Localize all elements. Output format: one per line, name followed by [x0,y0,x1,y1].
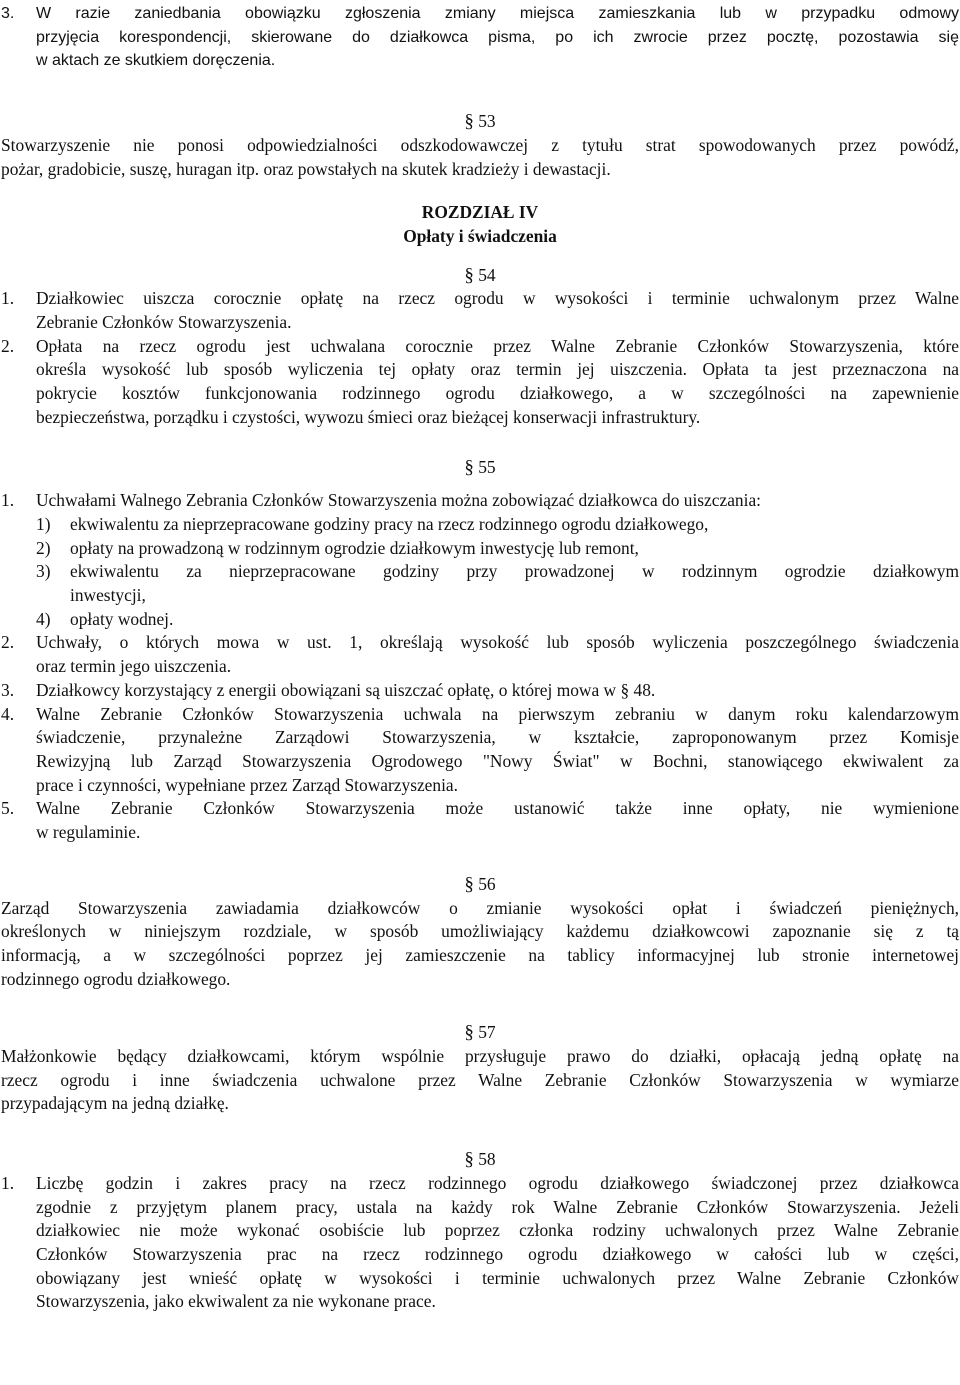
section-55-item-4 [1,703,959,798]
section-symbol: § [464,873,474,895]
section-55-item-2 [1,631,959,678]
text-line: określa wysokość lub sposób wyliczenia tej opłaty oraz termin jej uiszczenia. Opłata ta jest przeznaczona na [36,359,959,380]
section-58-heading [1,1148,959,1172]
text-line: działkowiec nie może wykonać osobiście lub poprzez członka rodziny uchwalonych przez Walne Zebranie [36,1220,959,1241]
section-number: 53 [478,111,496,132]
section-number: 54 [478,264,496,285]
section-symbol: § [464,111,474,133]
text-line: przypadającym na jedną działkę. [1,1093,229,1114]
text-line: pożar, gradobicie, suszę, huragan itp. oraz powstałych na skutek kradzieży i dewastacji. [1,158,611,179]
chapter-subtitle: Opłaty i świadczenia [403,225,557,246]
text-line: określonych w niniejszym rozdziale, w sposób umożliwiający każdemu działkowcowi zapoznanie się z tą [1,921,959,942]
section-number: 55 [478,456,496,477]
text-line: ekwiwalentu za nieprzepracowane godziny pracy na rzecz rodzinnego ogrodu działkowego, [70,513,709,534]
section-57-heading [1,1021,959,1045]
text-line: Liczbę godzin i zakres pracy na rzecz rodzinnego ogrodu działkowego świadczonej przez działkowca [36,1172,959,1193]
section-symbol: § [464,264,474,286]
text-line: w regulaminie. [36,822,141,843]
paragraph-number: 4. [1,703,15,724]
section-57-text [1,1045,959,1116]
text-line: Walne Zebranie Członków Stowarzyszenia uchwala na pierwszym zebraniu w danym roku kalendarzowym [36,703,959,724]
text-line: opłaty na prowadzoną w rodzinnym ogrodzie działkowym inwestycję lub remont, [70,537,639,558]
section-56-text [1,897,959,992]
section-symbol: § [464,1022,474,1044]
section-number: 57 [478,1022,496,1043]
text-line: pokrycie kosztów funkcjonowania rodzinnego ogrodu działkowego, a w szczególności na zapewnienie [36,383,959,404]
text-line: opłaty wodnej. [70,608,174,629]
text-line: informacją, a w szczególności poprzez jej zamieszczenie na tablicy informacyjnej lub stronie internetowej [1,944,959,965]
section-53-text [1,134,959,181]
text-line: ekwiwalentu za nieprzepracowane godziny przy prowadzonej w rodzinnym ogrodzie działkowym [70,561,959,582]
list-number: 1) [36,513,51,534]
paragraph-number: 2. [1,335,15,356]
text-line: Zebranie Członków Stowarzyszenia. [36,312,292,333]
paragraph-number: 3. [1,5,15,22]
section-number: 56 [478,873,496,894]
paragraph-number: 1. [1,490,15,511]
list-number: 2) [36,537,51,558]
section-58-item-1 [1,1172,959,1314]
text-line: świadczenie, przynależne Zarządowi Stowarzyszenia, w kształcie, zaproponowanym przez Komisje [36,727,959,748]
text-line: Walne Zebranie Członków Stowarzyszenia może ustanowić także inne opłaty, nie wymienione [36,798,959,819]
paragraph-number: 1. [1,288,15,309]
paragraph-number: 2. [1,632,15,653]
text-line: Stowarzyszenia, jako ekwiwalent za nie wykonane prace. [36,1291,436,1312]
section-53-heading [1,110,959,134]
paragraph-number: 3. [1,679,15,700]
list-item [1,513,959,537]
text-line: obowiązany jest wnieść opłatę w wysokości i terminie uchwalonych przez Walne Zebranie Członków [36,1267,959,1288]
text-line: Rewizyjną lub Zarząd Stowarzyszenia Ogrodowego "Nowy Świat" w Bochni, stanowiącego ekwiwalent za [36,750,959,771]
section-54-item-1 [1,287,959,334]
paragraph-number: 1. [1,1172,15,1193]
text-line: w aktach ze skutkiem doręczenia. [36,52,276,70]
section-55-item-3 [1,679,959,703]
section-54-heading [1,264,959,288]
section-number: 58 [478,1149,496,1170]
text-line: Stowarzyszenie nie ponosi odpowiedzialności odszkodowawczej z tytułu strat spowodowanych przez powódź, [1,134,959,155]
text-line: przyjęcia korespondencji, skierowane do działkowca pisma, po ich zwrocie przez pocztę, pozostawia się [36,28,959,46]
text-line: Uchwałami Walnego Zebrania Członków Stowarzyszenia można zobowiązać działkowca do uiszczania: [36,490,762,511]
chapter-title: ROZDZIAŁ IV [421,202,539,223]
text-line: inwestycji, [70,585,146,606]
section-56-heading [1,873,959,897]
section-reference: 48. [633,679,656,700]
section-symbol: § [464,1149,474,1171]
text-line: W razie zaniedbania obowiązku zgłoszenia zmiany miejsca zamieszkania lub w przypadku odmowy [36,5,959,22]
list-item [1,537,959,561]
text-line: bezpieczeństwa, porządku i czystości, wywozu śmieci oraz bieżącej konserwacji infrastruktury. [36,406,701,427]
section-54-item-2 [1,335,959,430]
text-line: Zarząd Stowarzyszenia zawiadamia działkowców o zmianie wysokości opłat i świadczeń pieniężnych, [1,897,959,918]
section-symbol: § [620,679,630,700]
section-55-item-5 [1,797,959,844]
text-line: zgodnie z przyjętym planem pracy, ustala na każdy rok Walne Zebranie Członków Stowarzyszenia. Jeżeli [36,1196,959,1217]
list-number: 4) [36,608,51,629]
text-line: oraz termin jego uiszczenia. [36,656,232,677]
text-line: Uchwały, o których mowa w ust. 1, określają wysokość lub sposób wyliczenia poszczególnego świadczenia [36,632,959,653]
section-55-item-1 [1,489,959,513]
section-55-heading [1,456,959,480]
section-symbol: § [464,456,474,478]
text-line: rzecz ogrodu i inne świadczenia uchwalone przez Walne Zebranie Członków Stowarzyszenia w wymiarze [1,1069,959,1090]
list-item [1,560,959,607]
text-line: Działkowiec uiszcza corocznie opłatę na rzecz ogrodu w wysokości i terminie uchwalonym przez Walne [36,288,959,309]
text-line: prace i czynności, wypełniane przez Zarząd Stowarzyszenia. [36,774,458,795]
paragraph-number: 5. [1,798,15,819]
paragraph-3 [1,2,959,73]
text-line: Opłata na rzecz ogrodu jest uchwalana corocznie przez Walne Zebranie Członków Stowarzyszenia, które [36,335,959,356]
list-number: 3) [36,561,51,582]
list-item [1,608,959,632]
text-line: Członków Stowarzyszenia prac na rzecz rodzinnego ogrodu działkowego w całości lub w części, [36,1243,959,1264]
text-line: rodzinnego ogrodu działkowego. [1,968,231,989]
text-line: Małżonkowie będący działkowcami, którym wspólnie przysługuje prawo do działki, opłacają jedną opłatę na [1,1046,959,1067]
text-line: Działkowcy korzystający z energii obowiązani są uiszczać opłatę, o której mowa w [36,679,617,700]
